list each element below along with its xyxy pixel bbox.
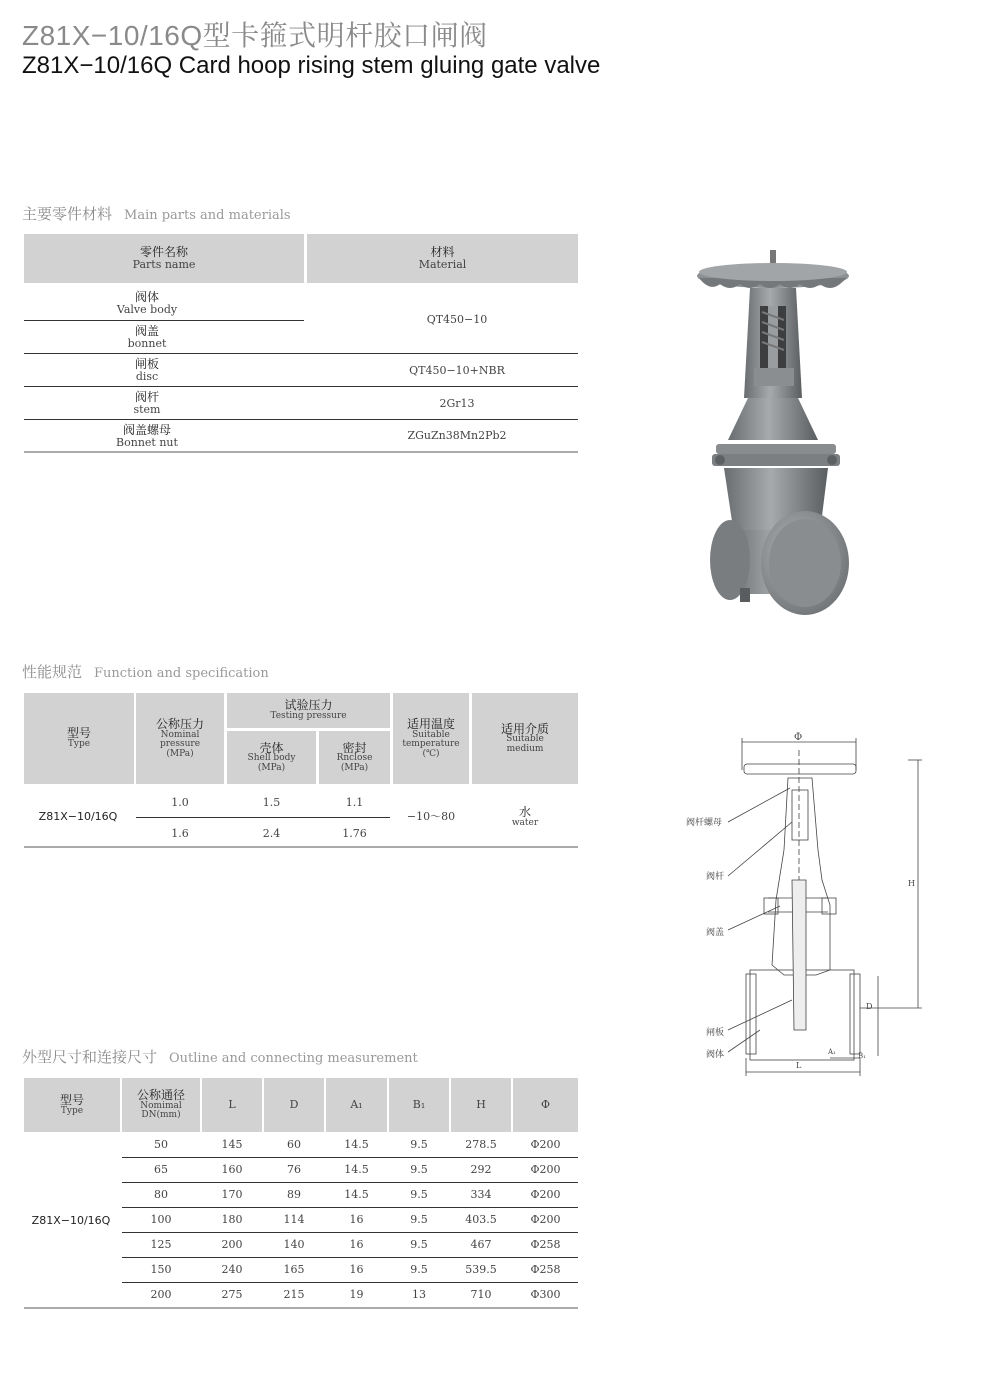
dims-cell-dn: 50 bbox=[154, 1137, 168, 1151]
spec-heading bbox=[22, 661, 269, 682]
dims-cell-H: 710 bbox=[470, 1287, 492, 1301]
material-cell: ZGuZn38Mn2Pb2 bbox=[407, 429, 507, 443]
nominal-cn: 公称压力 bbox=[155, 717, 204, 732]
table-bottom-rule bbox=[24, 846, 578, 848]
col-B1-header: B₁ bbox=[389, 1078, 449, 1132]
row-divider bbox=[24, 353, 578, 354]
col-material-en: Material bbox=[418, 258, 467, 272]
part-en: Valve body bbox=[116, 303, 178, 317]
shell-unit: (MPa) bbox=[257, 762, 286, 773]
dims-cell-D: 60 bbox=[287, 1137, 301, 1151]
label-stem-nut: 阀杆螺母 bbox=[686, 818, 723, 828]
part-row bbox=[24, 323, 270, 352]
dims-heading-cn: 外型尺寸和连接尺寸 bbox=[22, 1048, 158, 1066]
dims-cell-D: 165 bbox=[283, 1262, 305, 1276]
dims-cell-D: 89 bbox=[287, 1187, 301, 1201]
material-cell: QT450−10 bbox=[426, 313, 488, 327]
dims-cell-phi: Φ200 bbox=[530, 1137, 561, 1151]
dims-cell-B1: 9.5 bbox=[410, 1187, 428, 1201]
temp-unit: (℃) bbox=[422, 748, 440, 759]
spec-shell: 1.5 bbox=[262, 796, 281, 810]
row-divider bbox=[24, 419, 578, 420]
materials-heading-en: Main parts and materials bbox=[124, 208, 291, 223]
dims-cell-D: 215 bbox=[283, 1287, 305, 1301]
dims-heading bbox=[22, 1046, 418, 1067]
part-en: Bonnet nut bbox=[116, 435, 178, 449]
table-bottom-rule bbox=[24, 1307, 578, 1309]
testing-header bbox=[227, 693, 390, 728]
dims-cell-dn: 65 bbox=[154, 1162, 168, 1176]
dims-cell-dn: 100 bbox=[150, 1212, 172, 1226]
dims-cell-dn: 125 bbox=[150, 1237, 172, 1251]
col-part-en: Parts name bbox=[132, 258, 196, 272]
title-cn: Z81X−10/16Q型卡箍式明杆胶口闸阀 bbox=[22, 20, 488, 51]
nominal-en: Nominal bbox=[160, 729, 200, 740]
label-bonnet: 阀盖 bbox=[706, 928, 725, 938]
testing-cn: 试验压力 bbox=[284, 698, 333, 713]
dim-A1: A₁ bbox=[828, 1048, 836, 1056]
dims-cell-B1: 9.5 bbox=[410, 1137, 428, 1151]
seal-header bbox=[319, 731, 390, 784]
materials-heading-cn: 主要零件材料 bbox=[22, 205, 113, 223]
part-en: stem bbox=[133, 403, 161, 417]
dims-cell-B1: 9.5 bbox=[410, 1262, 428, 1276]
part-row bbox=[24, 422, 270, 450]
part-row bbox=[24, 288, 270, 319]
medium-cn: 适用介质 bbox=[500, 721, 549, 736]
col-part-header bbox=[24, 234, 304, 283]
spec-shell: 2.4 bbox=[262, 827, 281, 841]
dims-cell-H: 403.5 bbox=[465, 1212, 497, 1226]
drawing-phi: Φ bbox=[794, 732, 803, 743]
spec-seal: 1.1 bbox=[345, 796, 364, 810]
dims-cell-phi: Φ200 bbox=[530, 1187, 561, 1201]
seal-cn: 密封 bbox=[342, 740, 367, 755]
dims-cell-L: 145 bbox=[221, 1137, 243, 1151]
dims-cell-A1: 16 bbox=[349, 1212, 364, 1226]
dims-cell-A1: 14.5 bbox=[344, 1162, 369, 1176]
dims-cell-D: 114 bbox=[283, 1212, 305, 1226]
dims-cell-dn: 200 bbox=[150, 1287, 172, 1301]
dims-cell-L: 275 bbox=[221, 1287, 243, 1301]
dims-model: Z81X−10/16Q bbox=[31, 1214, 111, 1228]
dims-cell-H: 539.5 bbox=[465, 1262, 497, 1276]
dims-cell-phi: Φ200 bbox=[530, 1212, 561, 1226]
col-H-header: H bbox=[451, 1078, 511, 1132]
dims-type-header bbox=[24, 1078, 120, 1132]
dn-cn: 公称通径 bbox=[136, 1088, 185, 1103]
dn-header bbox=[122, 1078, 200, 1132]
spec-heading-cn: 性能规范 bbox=[22, 663, 83, 681]
nominal-header bbox=[136, 693, 224, 784]
dims-cell-L: 200 bbox=[221, 1237, 243, 1251]
dims-cell-B1: 9.5 bbox=[410, 1212, 428, 1226]
part-row bbox=[24, 356, 270, 385]
temp-cn: 适用温度 bbox=[406, 717, 455, 732]
testing-en: Testing pressure bbox=[270, 711, 347, 722]
col-material-cn: 材料 bbox=[430, 245, 455, 260]
dims-cell-B1: 13 bbox=[412, 1287, 426, 1301]
dims-cell-D: 76 bbox=[287, 1162, 301, 1176]
spec-medium bbox=[472, 790, 578, 844]
dims-cell-H: 467 bbox=[470, 1237, 492, 1251]
col-material-header bbox=[307, 234, 578, 283]
medium-en: Suitable bbox=[506, 734, 544, 745]
dims-cell-L: 170 bbox=[221, 1187, 243, 1201]
type-cn: 型号 bbox=[66, 726, 91, 741]
part-row bbox=[24, 389, 270, 418]
seal-en: Rnclose bbox=[336, 753, 373, 764]
seal-unit: (MPa) bbox=[340, 762, 369, 773]
col-part-cn: 零件名称 bbox=[139, 245, 188, 260]
part-cn: 阀盖 bbox=[134, 324, 159, 339]
dims-type-cn: 型号 bbox=[59, 1092, 84, 1107]
spec-temp: −10～80 bbox=[406, 810, 456, 824]
dims-cell-L: 180 bbox=[221, 1212, 243, 1226]
part-cn: 阀体 bbox=[134, 290, 159, 305]
part-en: disc bbox=[135, 370, 159, 384]
row-divider bbox=[24, 320, 304, 321]
medium-val-cn: 水 bbox=[518, 804, 531, 819]
col-A1-header: A₁ bbox=[326, 1078, 387, 1132]
valve-photo bbox=[690, 248, 870, 623]
dims-cell-H: 334 bbox=[470, 1187, 492, 1201]
dim-H: H bbox=[908, 879, 915, 888]
dims-cell-D: 140 bbox=[283, 1237, 305, 1251]
spec-heading-en: Function and specification bbox=[94, 666, 269, 681]
dims-heading-en: Outline and connecting measurement bbox=[169, 1051, 418, 1066]
col-phi-header: Φ bbox=[513, 1078, 578, 1132]
dims-cell-B1: 9.5 bbox=[410, 1162, 428, 1176]
row-divider bbox=[24, 386, 578, 387]
dims-type-en: Type bbox=[60, 1105, 84, 1116]
spec-seal: 1.76 bbox=[342, 827, 367, 841]
dims-cell-dn: 80 bbox=[154, 1187, 168, 1201]
materials-heading bbox=[22, 203, 291, 224]
col-D-header: D bbox=[264, 1078, 324, 1132]
spec-pn: 1.0 bbox=[171, 796, 189, 810]
part-cn: 闸板 bbox=[134, 357, 159, 372]
shell-header bbox=[227, 731, 316, 784]
dn-en: Nomimal bbox=[140, 1100, 182, 1111]
temp-en2: temperature bbox=[402, 739, 460, 750]
nominal-unit: (MPa) bbox=[166, 748, 194, 759]
type-en: Type bbox=[67, 739, 91, 750]
dims-cell-B1: 9.5 bbox=[410, 1237, 428, 1251]
table-bottom-rule bbox=[24, 451, 578, 453]
label-body: 阀体 bbox=[706, 1050, 725, 1060]
temp-en: Suitable bbox=[412, 729, 450, 740]
dims-cell-dn: 150 bbox=[150, 1262, 172, 1276]
dims-cell-L: 240 bbox=[221, 1262, 243, 1276]
dn-en2: DN(mm) bbox=[141, 1110, 181, 1121]
dims-cell-phi: Φ200 bbox=[530, 1162, 561, 1176]
dims-cell-A1: 14.5 bbox=[344, 1187, 369, 1201]
dim-L: L bbox=[796, 1061, 802, 1070]
dim-D: D bbox=[866, 1002, 873, 1011]
medium-header bbox=[472, 693, 578, 784]
medium-en2: medium bbox=[506, 743, 544, 754]
medium-val-en: water bbox=[511, 817, 539, 828]
row-divider bbox=[136, 817, 390, 818]
part-cn: 阀杆 bbox=[134, 390, 159, 405]
dims-cell-phi: Φ300 bbox=[530, 1287, 561, 1301]
dims-cell-H: 278.5 bbox=[465, 1137, 497, 1151]
dims-cell-phi: Φ258 bbox=[530, 1237, 561, 1251]
dims-cell-A1: 14.5 bbox=[344, 1137, 369, 1151]
title-en: Z81X−10/16Q Card hoop rising stem gluing gate valve bbox=[22, 52, 601, 79]
dims-cell-H: 292 bbox=[470, 1162, 492, 1176]
dims-cell-A1: 16 bbox=[349, 1237, 364, 1251]
dim-B1: B₁ bbox=[858, 1052, 866, 1060]
part-en: bonnet bbox=[127, 337, 167, 351]
temp-header bbox=[393, 693, 469, 784]
part-cn: 阀盖螺母 bbox=[122, 422, 171, 437]
shell-en: Shell body bbox=[247, 753, 296, 764]
material-cell: 2Gr13 bbox=[439, 396, 475, 410]
col-L-header: L bbox=[202, 1078, 262, 1132]
nominal-en2: pressure bbox=[159, 739, 201, 750]
dims-cell-L: 160 bbox=[221, 1162, 243, 1176]
material-cell: QT450−10+NBR bbox=[409, 363, 505, 377]
spec-model: Z81X−10/16Q bbox=[38, 810, 118, 824]
dims-cell-A1: 19 bbox=[349, 1287, 364, 1301]
dims-cell-A1: 16 bbox=[349, 1262, 364, 1276]
type-header bbox=[24, 693, 134, 784]
label-disc: 闸板 bbox=[706, 1028, 725, 1038]
shell-cn: 壳体 bbox=[259, 740, 284, 755]
dims-cell-phi: Φ258 bbox=[530, 1262, 561, 1276]
spec-pn: 1.6 bbox=[171, 827, 189, 841]
label-stem: 阀杆 bbox=[706, 872, 725, 882]
